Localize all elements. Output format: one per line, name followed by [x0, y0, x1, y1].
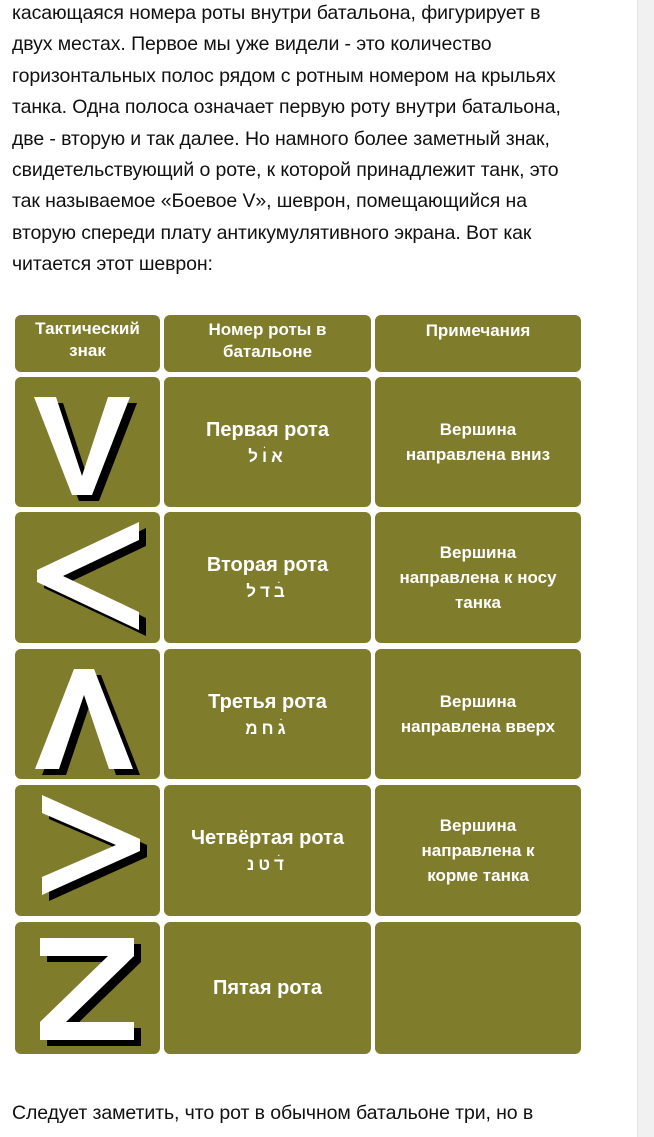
company-cell [164, 922, 371, 1054]
note-cell [375, 785, 581, 916]
header-line: Примечания [425, 321, 531, 340]
note-line: Вершина [439, 816, 517, 835]
intro-paragraph [12, 0, 628, 281]
note-line: корме танка [427, 866, 529, 885]
note-line: Вершина [439, 420, 517, 439]
hebrew-name: דׄטנ [247, 855, 288, 874]
note-cell [375, 512, 581, 643]
company-cell [164, 649, 371, 779]
company-cell [164, 512, 371, 643]
header-notes [375, 315, 581, 372]
text-line: вторую спереди плату антикумулятивного экрана. Вот как [12, 221, 532, 244]
chevron-down-icon [15, 377, 160, 507]
company-cell [164, 377, 371, 507]
note-cell [375, 649, 581, 779]
company-cell [164, 785, 371, 916]
header-line: Тактический [35, 319, 140, 338]
company-name: Третья рота [208, 690, 327, 713]
note-cell [375, 377, 581, 507]
text-line: двух местах. Первое мы уже видели - это количество [12, 33, 492, 56]
chevron-right-icon [15, 785, 160, 916]
z-shape-icon [15, 922, 160, 1054]
header-line: знак [69, 341, 106, 360]
sign-cell [15, 649, 160, 779]
scrollbar-track[interactable] [637, 0, 654, 1137]
company-name: Пятая рота [212, 977, 323, 999]
hebrew-name: אוׄל [248, 447, 287, 466]
note-line: направлена к [421, 841, 535, 860]
note-line: танка [454, 593, 501, 612]
header-tactical-sign [15, 315, 160, 372]
note-line: Вершина [439, 692, 517, 711]
hebrew-name: בׄדל [246, 582, 289, 601]
sign-cell [15, 377, 160, 507]
company-name: Вторая рота [206, 554, 329, 576]
sign-cell [15, 785, 160, 916]
company-name: Первая рота [206, 419, 329, 441]
header-line: батальоне [222, 342, 313, 361]
note-line: направлена вверх [400, 717, 556, 736]
text-line: две - вторую и так далее. Но намного более заметный знак, [12, 127, 550, 150]
text-line: читается этот шеврон: [12, 253, 213, 276]
text-line: касающаяся номера роты внутри батальона, фигурирует в [12, 2, 541, 24]
note-line: Вершина [439, 543, 517, 562]
chevron-left-icon [15, 512, 160, 643]
company-name: Четвёртая рота [190, 827, 345, 849]
continuation-paragraph: Следует заметить, что рот в обычном батальоне три, но в [12, 1102, 534, 1124]
sign-cell [15, 922, 160, 1054]
chevron-up-icon [15, 649, 160, 779]
note-line: направлена вниз [405, 445, 551, 464]
text-line: свидетельствующий о роте, к которой принадлежит танк, это [12, 159, 559, 182]
text-line: так называемое «Боевое V», шеврон, помещающийся на [12, 190, 527, 213]
text-line: танка. Одна полоса означает первую роту внутри батальона, [12, 96, 561, 119]
header-line: Номер роты в [208, 320, 327, 339]
sign-cell [15, 512, 160, 643]
note-line: направлена к носу [399, 568, 557, 587]
text-line: горизонтальных полос рядом с ротным номером на крыльях [12, 64, 556, 87]
note-cell-empty [375, 922, 581, 1054]
header-company-number [164, 315, 371, 372]
hebrew-name: גׄחמ [245, 718, 290, 738]
chevron-table [15, 315, 582, 1055]
